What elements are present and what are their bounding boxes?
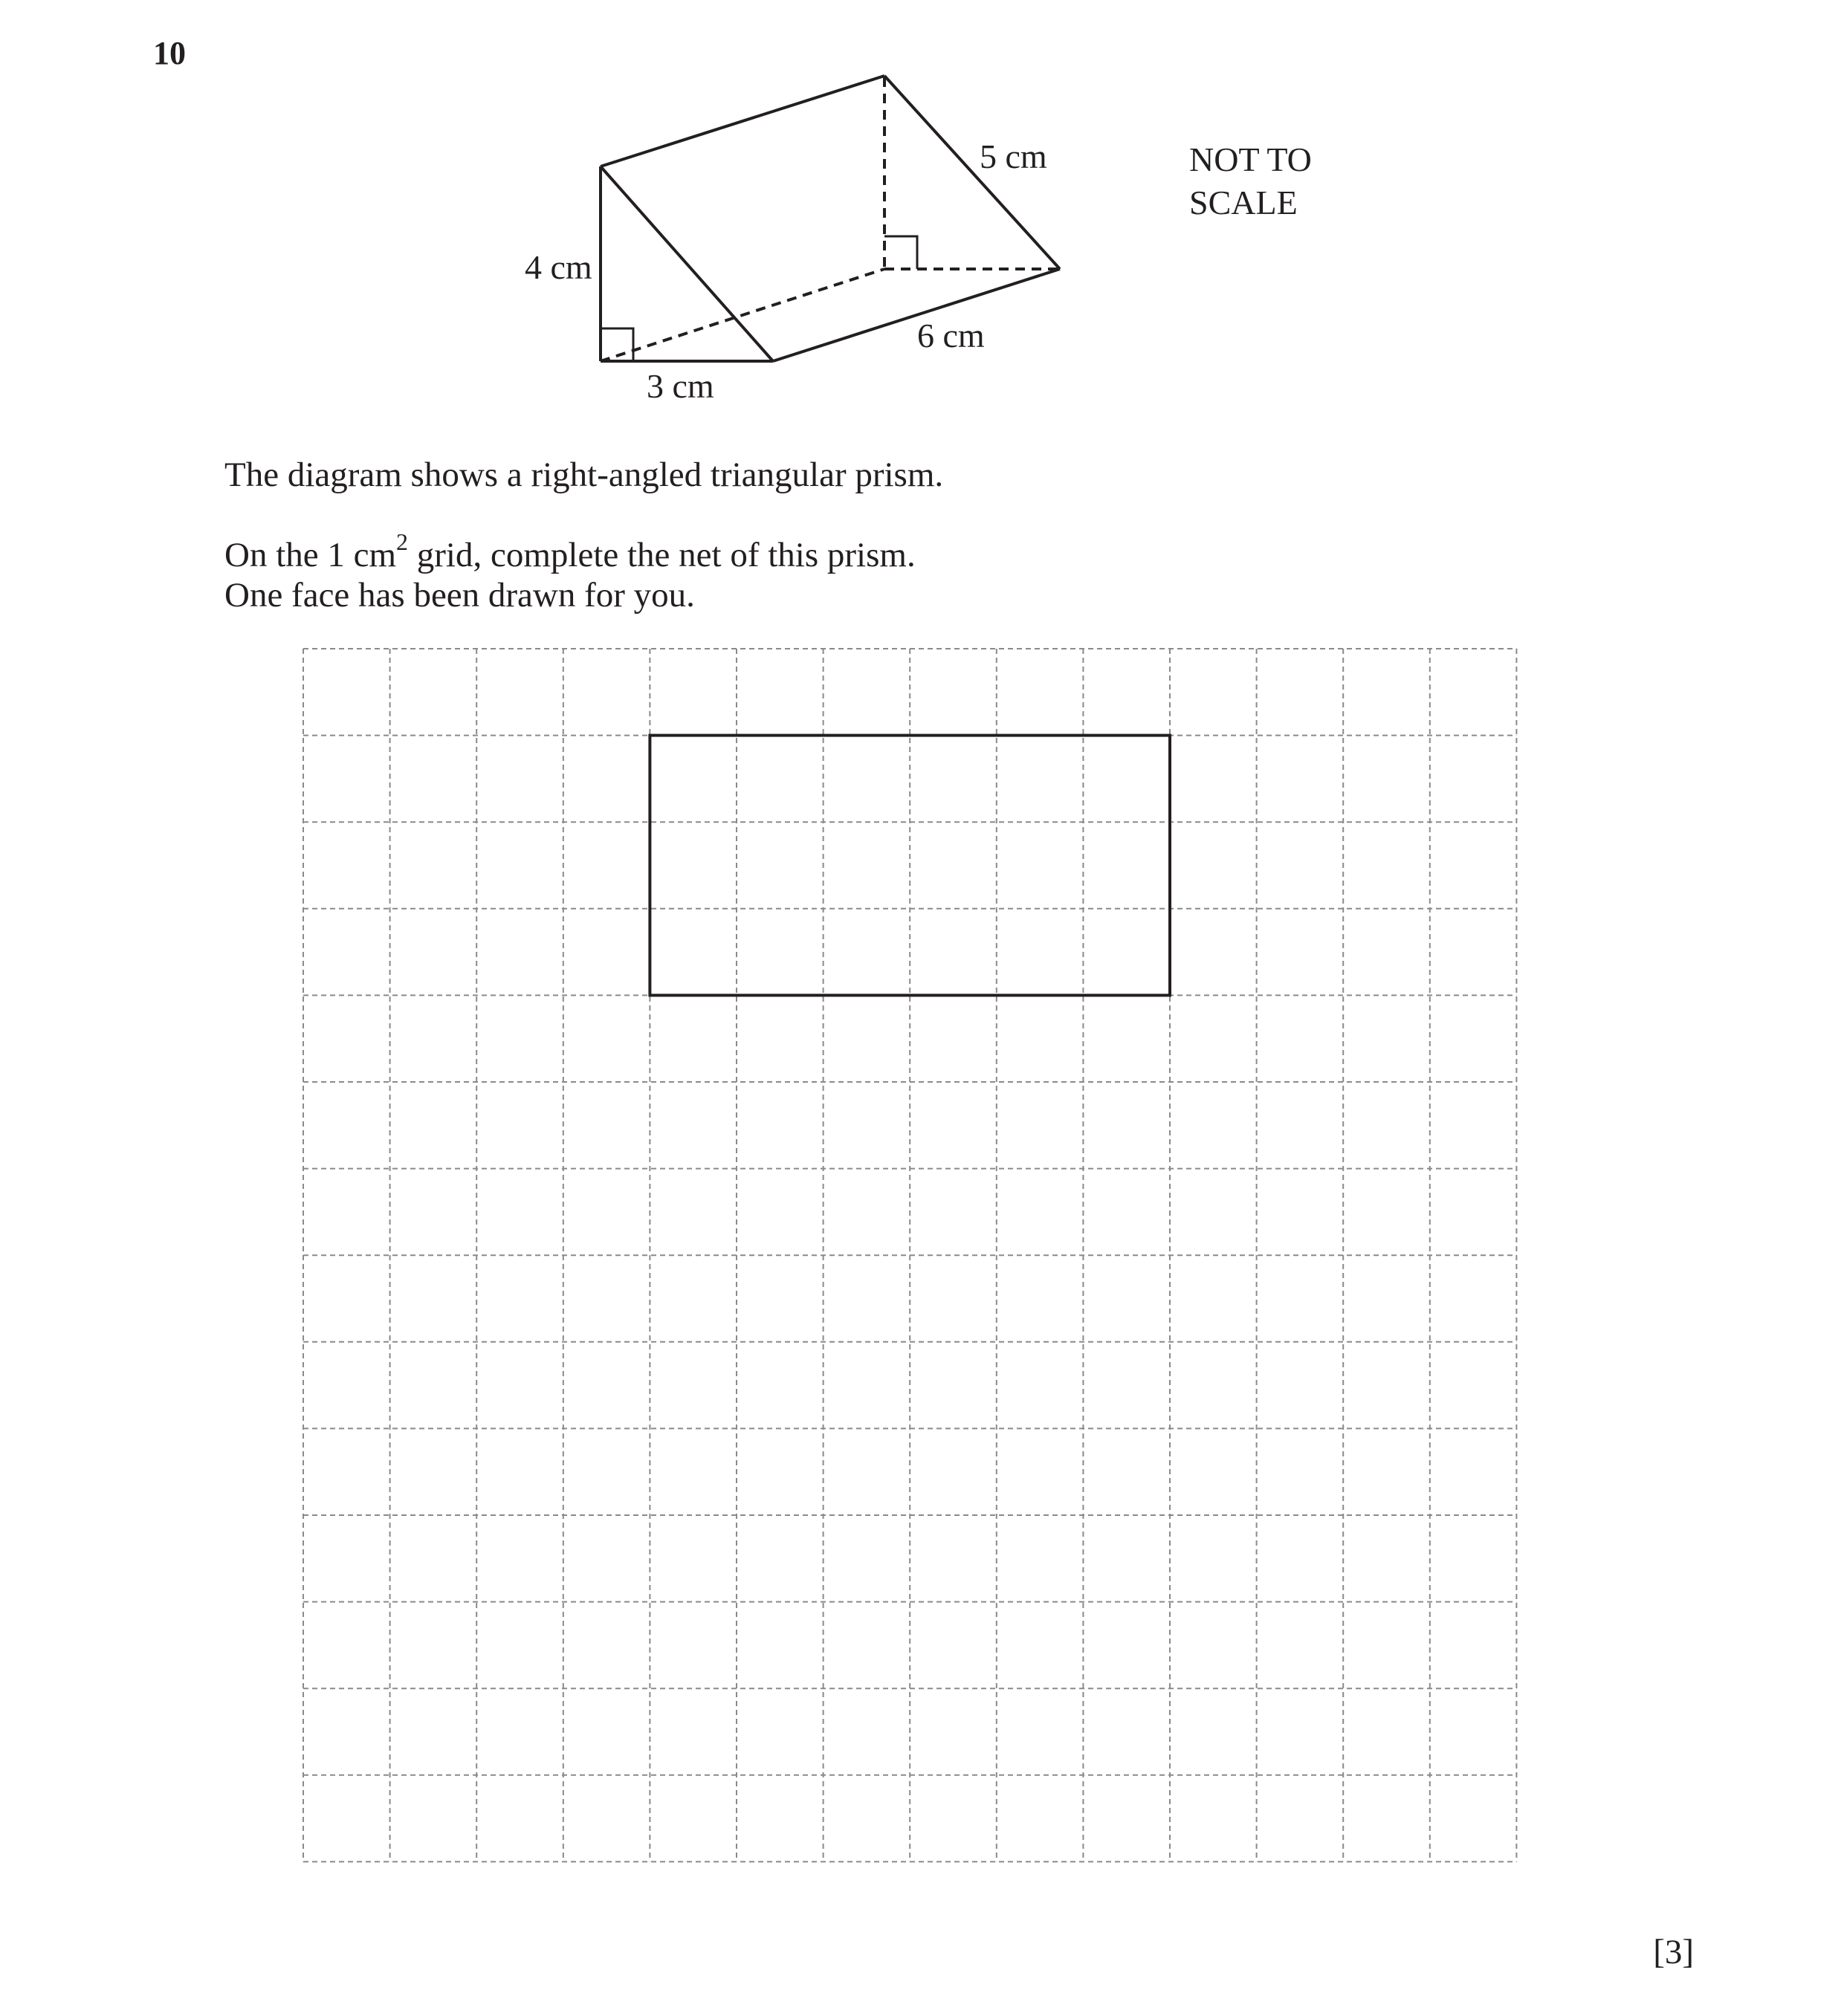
question-number: 10 bbox=[153, 35, 186, 71]
note-line-2: SCALE bbox=[1189, 184, 1298, 221]
instruction-diagram: The diagram shows a right-angled triangular prism. bbox=[224, 456, 944, 494]
instruction-net-suffix: grid, complete the net of this prism. bbox=[408, 536, 916, 574]
label-base: 3 cm bbox=[647, 367, 714, 405]
marks-available: [3] bbox=[1653, 1933, 1694, 1971]
label-slant: 5 cm bbox=[980, 137, 1047, 175]
instruction-face-drawn: One face has been drawn for you. bbox=[224, 576, 695, 615]
instruction-net-prefix: On the 1 cm bbox=[224, 536, 397, 574]
instruction-net-superscript: 2 bbox=[396, 528, 409, 555]
note-line-1: NOT TO bbox=[1189, 140, 1312, 178]
label-height: 4 cm bbox=[525, 248, 592, 286]
label-length: 6 cm bbox=[917, 317, 985, 354]
